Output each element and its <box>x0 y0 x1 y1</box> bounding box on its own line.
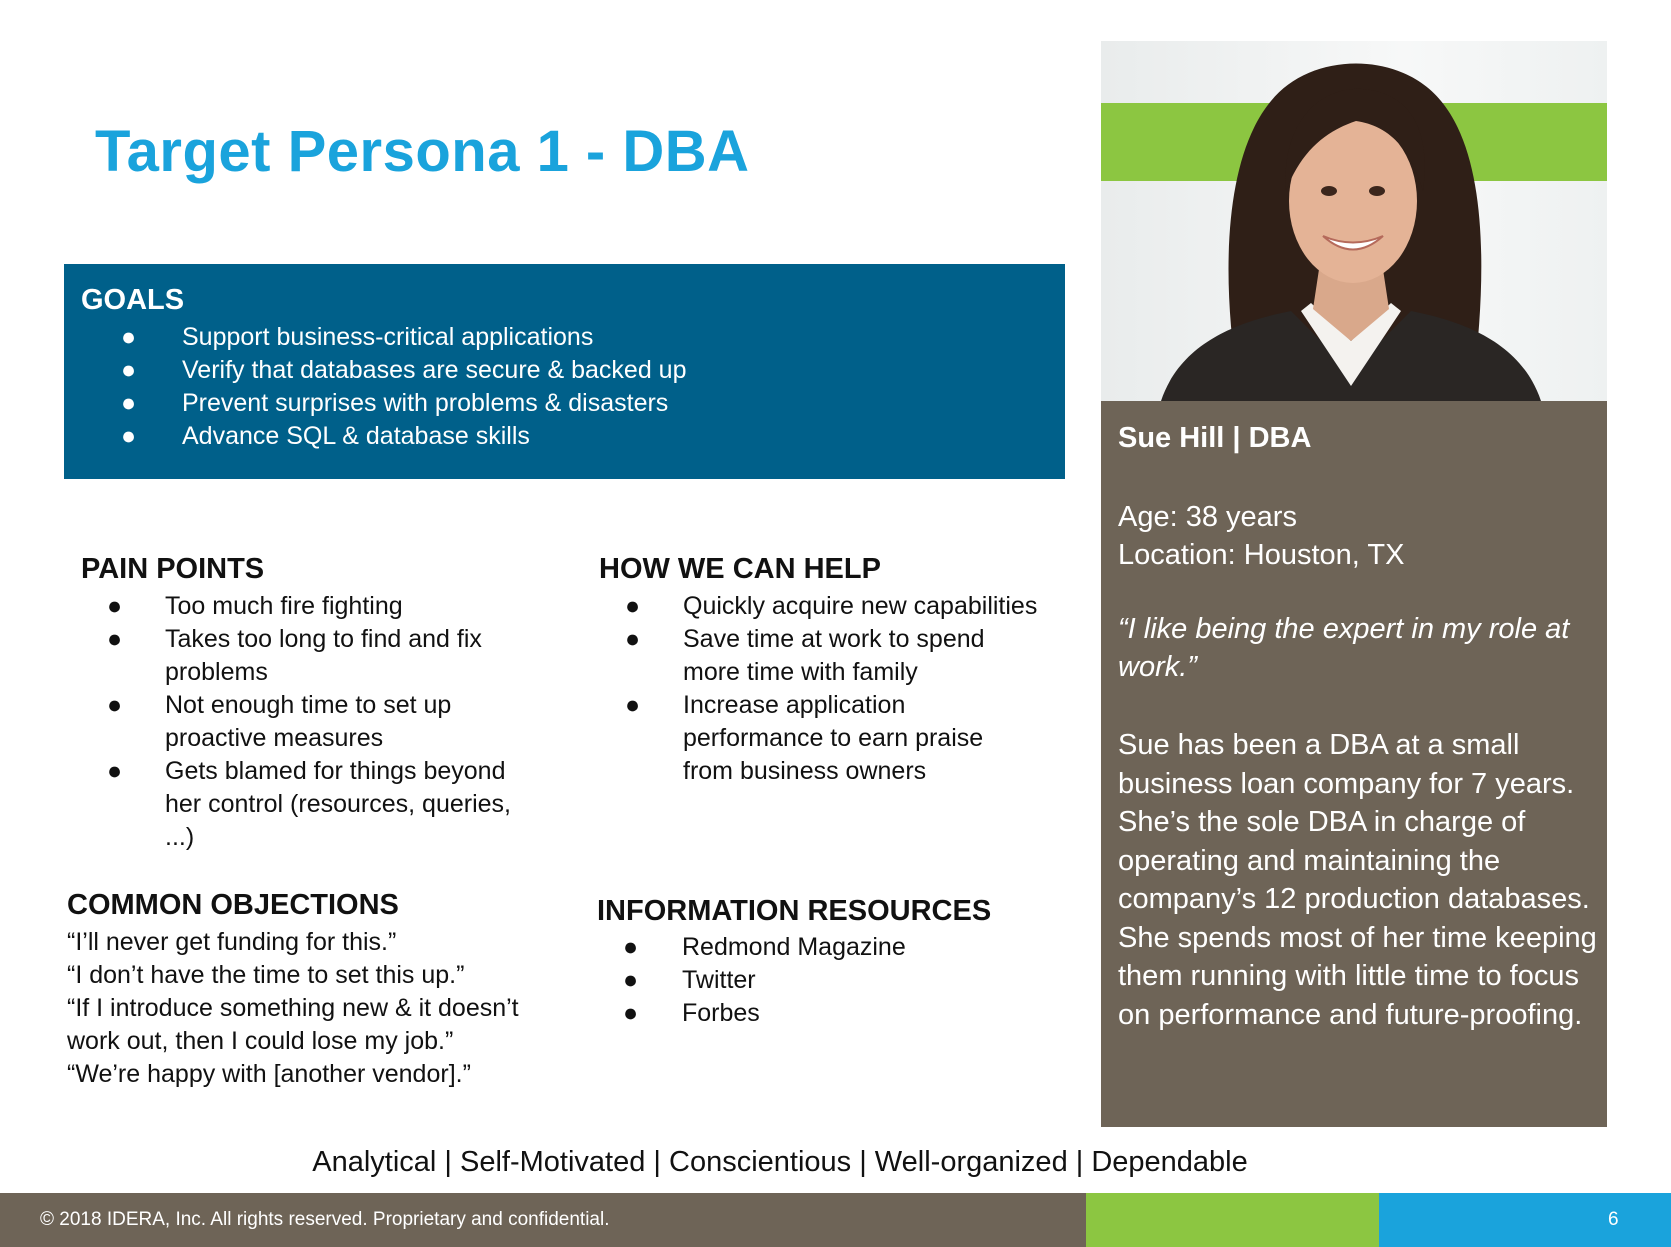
pain-points-heading: PAIN POINTS <box>81 553 265 585</box>
common-objections-heading: COMMON OBJECTIONS <box>67 889 399 921</box>
how-we-can-help-section <box>599 553 1039 788</box>
resource-text: Redmond Magazine <box>682 933 906 961</box>
footer-blue-segment <box>1379 1193 1671 1247</box>
list-item <box>81 420 1041 453</box>
information-resources-list <box>597 931 1067 1030</box>
copyright-text: © 2018 IDERA, Inc. All rights reserved. Proprietary and confidential. <box>40 1209 610 1230</box>
persona-quote: “I like being the expert in my role at work.” <box>1118 613 1570 683</box>
how-we-can-help-heading: HOW WE CAN HELP <box>599 553 881 585</box>
bullet-icon: ● <box>107 592 123 620</box>
bullet-icon: ● <box>121 389 137 417</box>
pain-point-text: Gets blamed for things beyond her control (resources, queries, ...) <box>165 757 511 851</box>
pain-points-list <box>81 590 521 854</box>
bullet-icon: ● <box>121 323 137 351</box>
information-resources-heading: INFORMATION RESOURCES <box>597 895 992 927</box>
goals-list <box>81 321 1041 453</box>
common-objections-section <box>67 889 587 1091</box>
help-text: Increase application performance to earn praise from business owners <box>683 691 984 785</box>
persona-traits: Analytical | Self-Motivated | Conscientious | Well-organized | Dependable <box>312 1146 1248 1178</box>
list-item <box>599 689 1039 788</box>
list-item <box>597 964 1067 997</box>
pain-points-section <box>81 553 521 854</box>
persona-age: Age: 38 years <box>1118 501 1297 533</box>
list-item <box>81 623 521 689</box>
bullet-icon: ● <box>121 422 137 450</box>
help-text: Quickly acquire new capabilities <box>683 592 1038 620</box>
bullet-icon: ● <box>625 625 641 653</box>
list-item <box>81 321 1041 354</box>
bullet-icon: ● <box>107 625 123 653</box>
bullet-icon: ● <box>623 933 639 961</box>
bullet-icon: ● <box>121 356 137 384</box>
bullet-icon: ● <box>623 966 639 994</box>
list-item <box>81 590 521 623</box>
information-resources-section <box>597 895 1067 1030</box>
goal-text: Advance SQL & database skills <box>182 422 530 450</box>
persona-info <box>1118 498 1404 574</box>
objection-quote: “If I introduce something new & it doesn’t <box>67 994 519 1022</box>
footer-bar <box>0 1193 1671 1247</box>
persona-location: Location: Houston, TX <box>1118 539 1405 571</box>
list-item <box>81 387 1041 420</box>
goals-heading: GOALS <box>81 284 185 316</box>
bullet-icon: ● <box>623 999 639 1027</box>
resource-text: Twitter <box>682 966 756 994</box>
goal-text: Prevent surprises with problems & disasters <box>182 389 669 417</box>
objection-quote: “I don’t have the time to set this up.” <box>67 961 465 989</box>
list-item <box>81 755 521 854</box>
persona-bio-panel <box>1101 401 1607 1127</box>
page-title: Target Persona 1 - DBA <box>95 119 750 184</box>
objection-quote: “We’re happy with [another vendor].” <box>67 1060 471 1088</box>
persona-photo <box>1101 41 1607 401</box>
how-we-can-help-list <box>599 590 1039 788</box>
bullet-icon: ● <box>107 757 123 785</box>
goals-panel <box>64 264 1065 479</box>
list-item <box>599 590 1039 623</box>
bullet-icon: ● <box>625 691 641 719</box>
persona-portrait-illustration <box>1101 41 1607 401</box>
resource-text: Forbes <box>682 999 760 1027</box>
bullet-icon: ● <box>625 592 641 620</box>
bullet-icon: ● <box>107 691 123 719</box>
help-text: Save time at work to spend more time with family <box>683 625 985 686</box>
list-item <box>81 354 1041 387</box>
persona-name: Sue Hill | DBA <box>1118 422 1312 454</box>
goal-text: Support business-critical applications <box>182 323 594 351</box>
list-item <box>597 931 1067 964</box>
page-number: 6 <box>1608 1209 1619 1230</box>
footer-green-segment <box>1086 1193 1379 1247</box>
pain-point-text: Too much fire fighting <box>165 592 403 620</box>
list-item <box>81 689 521 755</box>
pain-point-text: Not enough time to set up proactive measures <box>165 691 452 752</box>
pain-point-text: Takes too long to find and fix problems <box>165 625 482 686</box>
list-item <box>597 997 1067 1030</box>
persona-description: Sue has been a DBA at a small business loan company for 7 years. She’s the sole DBA in charge of operating and maintaining the company’s 12 production databases. She spends most of her time keeping them running with little time to focus on performance and future-proofing. <box>1118 729 1597 1031</box>
goal-text: Verify that databases are secure & backed up <box>182 356 687 384</box>
list-item <box>599 623 1039 689</box>
objection-quote: “I’ll never get funding for this.” <box>67 928 397 956</box>
objection-quote: work out, then I could lose my job.” <box>67 1027 454 1055</box>
